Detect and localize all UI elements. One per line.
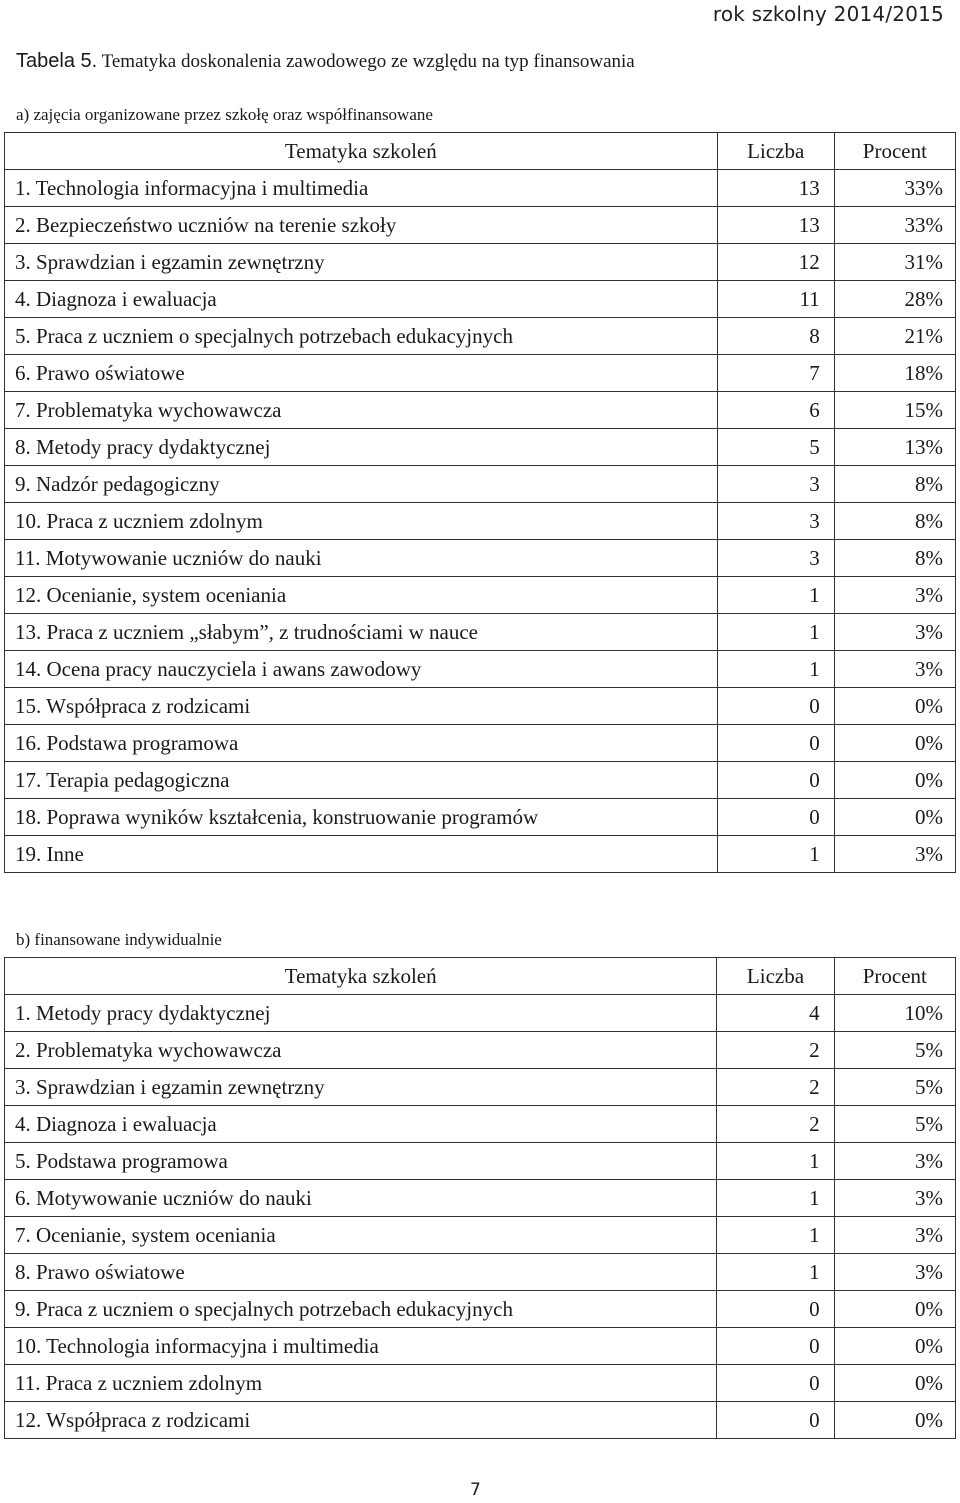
column-header-count: Liczba	[717, 133, 834, 170]
cell-count: 0	[717, 1328, 834, 1365]
cell-topic: 8. Metody pracy dydaktycznej	[5, 429, 718, 466]
cell-count: 1	[717, 1143, 834, 1180]
table-row	[5, 503, 956, 540]
table-row	[5, 1365, 956, 1402]
table-caption-label: Tabela 5.	[16, 50, 98, 72]
table-row	[5, 244, 956, 281]
cell-count: 1	[717, 577, 834, 614]
cell-count: 13	[717, 170, 834, 207]
cell-count: 13	[717, 207, 834, 244]
cell-topic: 12. Ocenianie, system oceniania	[5, 577, 718, 614]
cell-percent: 0%	[834, 1365, 955, 1402]
cell-percent: 28%	[834, 281, 955, 318]
cell-percent: 3%	[834, 1217, 955, 1254]
cell-percent: 8%	[834, 503, 955, 540]
cell-count: 6	[717, 392, 834, 429]
cell-count: 0	[717, 725, 834, 762]
column-header-topic: Tematyka szkoleń	[5, 133, 718, 170]
cell-percent: 0%	[834, 1291, 955, 1328]
cell-percent: 0%	[834, 1328, 955, 1365]
cell-topic: 10. Technologia informacyjna i multimedia	[5, 1328, 717, 1365]
table-school-organized	[4, 132, 956, 873]
cell-percent: 3%	[834, 651, 955, 688]
table-row	[5, 540, 956, 577]
cell-count: 3	[717, 466, 834, 503]
table-caption-text: Tematyka doskonalenia zawodowego ze względu na typ finansowania	[101, 51, 635, 72]
cell-count: 5	[717, 429, 834, 466]
cell-topic: 7. Problematyka wychowawcza	[5, 392, 718, 429]
cell-count: 3	[717, 540, 834, 577]
cell-percent: 8%	[834, 466, 955, 503]
cell-percent: 5%	[834, 1032, 955, 1069]
cell-percent: 3%	[834, 1254, 955, 1291]
table-row	[5, 281, 956, 318]
table-header-row	[5, 958, 956, 995]
table-row	[5, 1180, 956, 1217]
cell-topic: 15. Współpraca z rodzicami	[5, 688, 718, 725]
cell-topic: 7. Ocenianie, system oceniania	[5, 1217, 717, 1254]
cell-topic: 2. Problematyka wychowawcza	[5, 1032, 717, 1069]
table-row	[5, 1143, 956, 1180]
table-row	[5, 762, 956, 799]
cell-topic: 6. Motywowanie uczniów do nauki	[5, 1180, 717, 1217]
table-row	[5, 577, 956, 614]
cell-topic: 5. Praca z uczniem o specjalnych potrzebach edukacyjnych	[5, 318, 718, 355]
table-row	[5, 318, 956, 355]
cell-count: 11	[717, 281, 834, 318]
cell-topic: 2. Bezpieczeństwo uczniów na terenie szkoły	[5, 207, 718, 244]
cell-count: 12	[717, 244, 834, 281]
cell-topic: 1. Technologia informacyjna i multimedia	[5, 170, 718, 207]
cell-percent: 0%	[834, 688, 955, 725]
cell-percent: 3%	[834, 614, 955, 651]
cell-percent: 21%	[834, 318, 955, 355]
cell-percent: 15%	[834, 392, 955, 429]
cell-topic: 17. Terapia pedagogiczna	[5, 762, 718, 799]
cell-percent: 10%	[834, 995, 955, 1032]
cell-topic: 14. Ocena pracy nauczyciela i awans zawodowy	[5, 651, 718, 688]
cell-topic: 5. Podstawa programowa	[5, 1143, 717, 1180]
section-a-title: a) zajęcia organizowane przez szkołę oraz współfinansowane	[16, 105, 433, 124]
table-row	[5, 799, 956, 836]
cell-percent: 3%	[834, 836, 955, 873]
cell-percent: 0%	[834, 799, 955, 836]
cell-count: 1	[717, 651, 834, 688]
cell-count: 2	[717, 1106, 834, 1143]
table-row	[5, 207, 956, 244]
cell-topic: 13. Praca z uczniem „słabym”, z trudnościami w nauce	[5, 614, 718, 651]
cell-percent: 0%	[834, 1402, 955, 1439]
page-number: 7	[470, 1480, 481, 1500]
cell-topic: 19. Inne	[5, 836, 718, 873]
cell-count: 0	[717, 1365, 834, 1402]
cell-percent: 33%	[834, 170, 955, 207]
cell-topic: 12. Współpraca z rodzicami	[5, 1402, 717, 1439]
cell-topic: 3. Sprawdzian i egzamin zewnętrzny	[5, 1069, 717, 1106]
table-row	[5, 836, 956, 873]
table-row	[5, 1328, 956, 1365]
cell-count: 0	[717, 762, 834, 799]
table-row	[5, 429, 956, 466]
cell-count: 8	[717, 318, 834, 355]
cell-percent: 0%	[834, 762, 955, 799]
cell-count: 2	[717, 1069, 834, 1106]
cell-topic: 3. Sprawdzian i egzamin zewnętrzny	[5, 244, 718, 281]
table-row	[5, 1217, 956, 1254]
cell-count: 1	[717, 1217, 834, 1254]
cell-count: 1	[717, 614, 834, 651]
cell-percent: 0%	[834, 725, 955, 762]
table-individually-funded	[4, 957, 956, 1439]
cell-percent: 8%	[834, 540, 955, 577]
cell-percent: 3%	[834, 577, 955, 614]
cell-percent: 3%	[834, 1143, 955, 1180]
cell-topic: 6. Prawo oświatowe	[5, 355, 718, 392]
table-row	[5, 170, 956, 207]
cell-count: 0	[717, 688, 834, 725]
column-header-topic: Tematyka szkoleń	[5, 958, 717, 995]
cell-count: 4	[717, 995, 834, 1032]
table-row	[5, 466, 956, 503]
cell-topic: 1. Metody pracy dydaktycznej	[5, 995, 717, 1032]
table-row	[5, 1254, 956, 1291]
column-header-percent: Procent	[834, 133, 955, 170]
table-row	[5, 355, 956, 392]
table-caption	[16, 50, 635, 73]
cell-topic: 8. Prawo oświatowe	[5, 1254, 717, 1291]
cell-percent: 5%	[834, 1069, 955, 1106]
table-row	[5, 1032, 956, 1069]
cell-topic: 18. Poprawa wyników kształcenia, konstruowanie programów	[5, 799, 718, 836]
cell-count: 0	[717, 1402, 834, 1439]
cell-percent: 3%	[834, 1180, 955, 1217]
cell-topic: 4. Diagnoza i ewaluacja	[5, 1106, 717, 1143]
column-header-percent: Procent	[834, 958, 955, 995]
cell-topic: 11. Praca z uczniem zdolnym	[5, 1365, 717, 1402]
table-row	[5, 1291, 956, 1328]
cell-percent: 5%	[834, 1106, 955, 1143]
table-row	[5, 1402, 956, 1439]
section-b-title: b) finansowane indywidualnie	[16, 930, 222, 949]
table-row	[5, 392, 956, 429]
table-row	[5, 688, 956, 725]
cell-percent: 33%	[834, 207, 955, 244]
table-row	[5, 995, 956, 1032]
cell-count: 2	[717, 1032, 834, 1069]
cell-topic: 4. Diagnoza i ewaluacja	[5, 281, 718, 318]
cell-topic: 10. Praca z uczniem zdolnym	[5, 503, 718, 540]
cell-count: 1	[717, 1254, 834, 1291]
table-row	[5, 1069, 956, 1106]
table-row	[5, 725, 956, 762]
cell-percent: 18%	[834, 355, 955, 392]
table-row	[5, 1106, 956, 1143]
table-header-row	[5, 133, 956, 170]
table-row	[5, 651, 956, 688]
cell-count: 3	[717, 503, 834, 540]
cell-count: 7	[717, 355, 834, 392]
cell-count: 1	[717, 1180, 834, 1217]
cell-count: 0	[717, 799, 834, 836]
cell-topic: 9. Praca z uczniem o specjalnych potrzebach edukacyjnych	[5, 1291, 717, 1328]
cell-topic: 9. Nadzór pedagogiczny	[5, 466, 718, 503]
cell-topic: 11. Motywowanie uczniów do nauki	[5, 540, 718, 577]
cell-percent: 31%	[834, 244, 955, 281]
school-year-header: rok szkolny 2014/2015	[712, 2, 944, 26]
cell-topic: 16. Podstawa programowa	[5, 725, 718, 762]
cell-percent: 13%	[834, 429, 955, 466]
cell-count: 1	[717, 836, 834, 873]
column-header-count: Liczba	[717, 958, 834, 995]
cell-count: 0	[717, 1291, 834, 1328]
table-row	[5, 614, 956, 651]
